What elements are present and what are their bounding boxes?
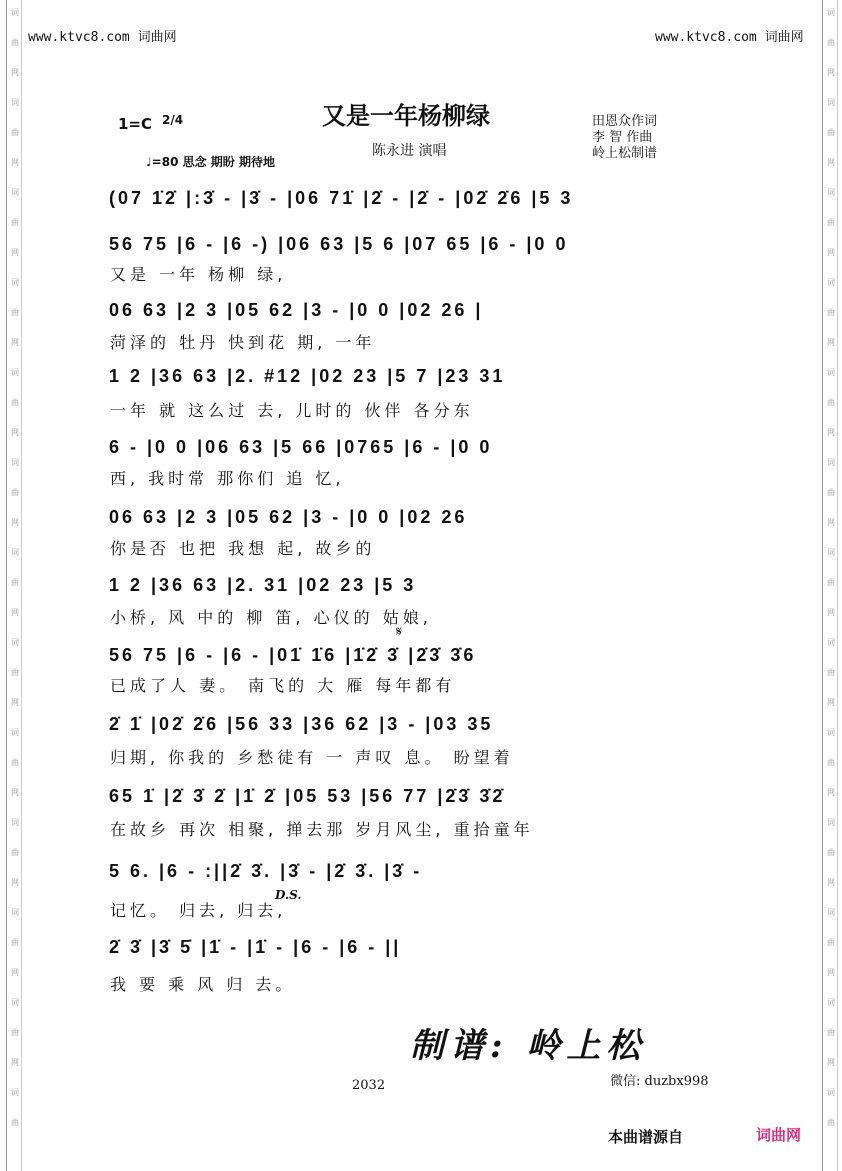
lyricist: 田恩众作词 xyxy=(592,114,658,129)
lyric-line: 我 要 乘 风 归 去。 xyxy=(110,975,296,994)
watermark-char: 曲 xyxy=(827,848,835,857)
watermark-char: 词 xyxy=(827,368,835,377)
watermark-char: 网 xyxy=(11,518,19,527)
watermark-char: 词 xyxy=(11,278,19,287)
watermark-char: 词 xyxy=(11,458,19,467)
score-row xyxy=(105,571,745,601)
footer-source-site[interactable]: 词曲网 xyxy=(756,1126,802,1144)
watermark-char: 曲 xyxy=(827,668,835,677)
lyric-line: 已成了人 妻。 南飞的 大 雁 每年都有 xyxy=(110,676,456,695)
lyric-line: 菏泽的 牡丹 快到花 期, 一年 xyxy=(110,333,376,352)
tempo-marking: ♩=80 思念 期盼 期待地 xyxy=(146,155,275,169)
watermark-char: 曲 xyxy=(827,938,835,947)
lyric-line: 小桥, 风 中的 柳 笛, 心仪的 姑娘, xyxy=(110,608,432,627)
watermark-char: 曲 xyxy=(827,1118,835,1127)
lyric-line: 归期, 你我的 乡愁徒有 一 声叹 息。 盼望着 xyxy=(110,748,514,767)
watermark-char: 词 xyxy=(11,1088,19,1097)
score-row xyxy=(105,296,745,326)
watermark-char: 曲 xyxy=(11,578,19,587)
watermark-char: 网 xyxy=(11,968,19,977)
watermark-char: 曲 xyxy=(11,1118,19,1127)
wechat-id: 微信: duzbx998 xyxy=(610,1074,709,1089)
watermark-char: 曲 xyxy=(11,938,19,947)
watermark-char: 词 xyxy=(11,8,19,17)
watermark-char: 曲 xyxy=(827,488,835,497)
watermark-char: 曲 xyxy=(827,398,835,407)
ds-mark: D.S. xyxy=(275,888,302,902)
watermark-char: 词 xyxy=(11,548,19,557)
watermark-char: 网 xyxy=(827,428,835,437)
watermark-char: 网 xyxy=(827,248,835,257)
watermark-char: 网 xyxy=(11,878,19,887)
site-url-right[interactable]: www.ktvc8.com 词曲网 xyxy=(655,30,804,45)
watermark-char: 词 xyxy=(11,728,19,737)
watermark-char: 网 xyxy=(11,158,19,167)
notation-text: (07 1̇2̇ |:3̇ - |3̇ - |06 71̇ |2̇ - |2̇ - |02̇ 2̇6 |5 3 xyxy=(109,188,574,208)
watermark-char: 曲 xyxy=(11,848,19,857)
watermark-char: 网 xyxy=(11,248,19,257)
watermark-char: 词 xyxy=(11,818,19,827)
footer-source-label: 本曲谱源自 xyxy=(608,1128,684,1146)
watermark-char: 词 xyxy=(11,638,19,647)
watermark-char: 曲 xyxy=(11,1028,19,1037)
watermark-char: 曲 xyxy=(11,668,19,677)
watermark-char: 网 xyxy=(11,428,19,437)
notation-text: 1 2 |36 63 |2. 31 |02 23 |5 3 xyxy=(109,575,417,595)
song-title: 又是一年杨柳绿 xyxy=(322,101,490,130)
notation-text: 56 75 |6 - |6 - |01̇ 1̇6 |1̇2̇ 3̇ |2̇3̇ 3̇6 xyxy=(109,645,477,665)
watermark-char: 网 xyxy=(827,1058,835,1067)
lyric-line: 又是 一年 杨柳 绿, xyxy=(110,265,287,284)
watermark-char: 网 xyxy=(827,518,835,527)
watermark-char: 词 xyxy=(11,98,19,107)
watermark-char: 曲 xyxy=(827,578,835,587)
watermark-char: 曲 xyxy=(827,308,835,317)
watermark-char: 曲 xyxy=(11,398,19,407)
notation-text: 06 63 |2 3 |05 62 |3 - |0 0 |02 26 xyxy=(109,507,468,527)
watermark-char: 曲 xyxy=(827,218,835,227)
watermark-char: 词 xyxy=(11,998,19,1007)
watermark-char: 词 xyxy=(827,458,835,467)
watermark-char: 网 xyxy=(11,698,19,707)
notation-text: 5 6. |6 - :||2̇ 3̇. |3̇ - |2̇ 3̇. |3̇ - xyxy=(109,861,423,881)
notation-text: 1 2 |36 63 |2. #12 |02 23 |5 7 |23 31 xyxy=(109,366,506,386)
watermark-char: 词 xyxy=(11,908,19,917)
watermark-char: 词 xyxy=(11,368,19,377)
watermark-char: 词 xyxy=(827,638,835,647)
watermark-char: 曲 xyxy=(11,308,19,317)
watermark-char: 词 xyxy=(827,98,835,107)
time-signature: 2/4 xyxy=(162,113,184,127)
score-row xyxy=(105,710,745,740)
watermark-char: 网 xyxy=(11,68,19,77)
watermark-char: 网 xyxy=(827,158,835,167)
watermark-char: 网 xyxy=(827,878,835,887)
notation-text: 2̇ 3̇ |3̇ 5̇ |1̇ - |1̇ - |6 - |6 - || xyxy=(109,937,402,957)
lyric-line: 一年 就 这么过 去, 儿时的 伙伴 各分东 xyxy=(110,401,474,420)
watermark-char: 词 xyxy=(11,188,19,197)
arranger-signature: 制谱: 岭上松 xyxy=(410,1026,647,1066)
singer: 陈永进 演唱 xyxy=(372,143,447,159)
score-row xyxy=(105,503,745,533)
segno-mark: 𝄋 xyxy=(396,624,403,640)
watermark-char: 词 xyxy=(827,728,835,737)
watermark-char: 网 xyxy=(11,608,19,617)
notation-text: 56 75 |6 - |6 -) |06 63 |5 6 |07 65 |6 - |0 0 xyxy=(109,234,569,254)
score-row xyxy=(105,782,745,812)
watermark-char: 词 xyxy=(827,1088,835,1097)
watermark-char: 网 xyxy=(11,338,19,347)
watermark-char: 词 xyxy=(827,8,835,17)
score-row xyxy=(105,433,745,463)
page-number: 2032 xyxy=(352,1078,386,1093)
watermark-char: 网 xyxy=(827,338,835,347)
watermark-char: 曲 xyxy=(11,218,19,227)
watermark-char: 曲 xyxy=(827,38,835,47)
watermark-char: 曲 xyxy=(11,758,19,767)
lyric-line: 你是否 也把 我想 起, 故乡的 xyxy=(110,539,376,558)
score-row xyxy=(105,857,745,887)
watermark-char: 网 xyxy=(11,788,19,797)
score-row xyxy=(105,933,745,963)
arranger: 岭上松制谱 xyxy=(592,146,658,161)
score-row xyxy=(105,230,745,260)
watermark-char: 曲 xyxy=(827,758,835,767)
lyric-line: 在故乡 再次 相聚, 掸去那 岁月风尘, 重拾童年 xyxy=(110,820,534,839)
notation-text: 6 - |0 0 |06 63 |5 66 |0765 |6 - |0 0 xyxy=(109,437,493,457)
watermark-char: 词 xyxy=(827,908,835,917)
watermark-char: 曲 xyxy=(11,38,19,47)
notation-text: 06 63 |2 3 |05 62 |3 - |0 0 |02 26 | xyxy=(109,300,484,320)
lyric-line: 记忆。 归去, 归去, xyxy=(110,901,287,920)
watermark-char: 网 xyxy=(827,968,835,977)
watermark-char: 网 xyxy=(827,608,835,617)
score-row xyxy=(105,641,745,671)
watermark-char: 曲 xyxy=(827,128,835,137)
lyric-line: 西, 我时常 那你们 追 忆, xyxy=(110,469,345,488)
watermark-char: 网 xyxy=(827,788,835,797)
watermark-char: 曲 xyxy=(11,128,19,137)
score-row xyxy=(105,184,745,214)
watermark-char: 词 xyxy=(827,278,835,287)
notation-text: 2̇ 1̇ |02̇ 2̇6 |56 33 |36 62 |3 - |03 35 xyxy=(109,714,494,734)
score-row xyxy=(105,362,745,392)
site-url-left[interactable]: www.ktvc8.com 词曲网 xyxy=(28,30,177,45)
composer: 李 智 作曲 xyxy=(592,130,653,145)
watermark-char: 词 xyxy=(827,818,835,827)
watermark-char: 网 xyxy=(827,68,835,77)
watermark-char: 网 xyxy=(827,698,835,707)
watermark-char: 曲 xyxy=(827,1028,835,1037)
watermark-char: 网 xyxy=(11,1058,19,1067)
watermark-char: 词 xyxy=(827,548,835,557)
watermark-char: 词 xyxy=(827,998,835,1007)
notation-text: 65 1̇ |2̇ 3̇ 2̇ |1̇ 2̇ |05 53 |56 77 |2̇3̇ 3̇2̇ xyxy=(109,786,506,806)
key-signature: 1=C xyxy=(118,115,153,133)
watermark-char: 曲 xyxy=(11,488,19,497)
watermark-char: 词 xyxy=(827,188,835,197)
